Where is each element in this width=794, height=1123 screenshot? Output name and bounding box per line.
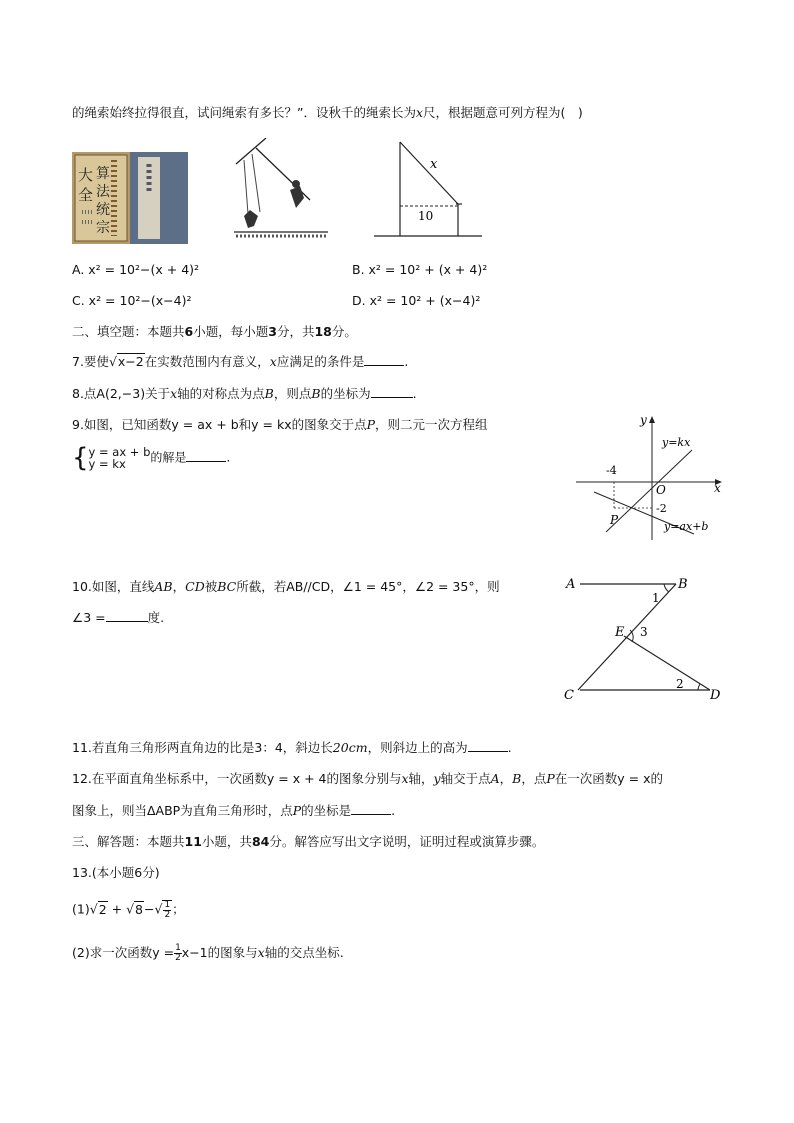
option-b[interactable]: B. x² = 10² + (x + 4)² [352,262,488,277]
angle-label-2: 2 [676,677,684,691]
option-a[interactable]: A. x² = 10²−(x + 4)² [72,262,200,277]
answer-blank-8[interactable] [371,385,413,398]
angle-label-3: 3 [640,625,648,639]
book-cover-image [72,152,188,244]
question-13-part2: (2)求一次函数y = $\frac{1}{2}$ x−1的图象与x轴的交点坐标. [72,943,344,963]
point-label-d: D [710,688,721,703]
tick-label-neg2: -2 [656,502,667,515]
answer-blank-10[interactable] [106,609,148,622]
svg-text:算: 算 [96,166,110,182]
section3-heading: 三、解答题：本题共11小题，共84分。解答应写出文字说明，证明过程或演算步骤。 [72,834,545,849]
question-13-part1: (1)√2 + √8−√ $\frac{1}{2}$ ； [72,900,185,920]
q9-function-graph [576,412,726,542]
book-char: 大 [78,166,94,184]
question-10-line2: ∠3 = 度. [72,610,165,625]
q10-geometry-figure [560,572,730,704]
point-label-e: E [615,625,625,640]
axis-label-y: y [640,413,647,427]
question-9: 9.如图，已知函数y = ax + b和y = kx的图象交于点P，则二元一次方程组 [72,417,488,432]
line-label-axb: y=ax+b [664,520,709,533]
answer-blank-12[interactable] [351,802,391,815]
swing-geometry-diagram [374,140,484,240]
svg-text:统: 统 [96,202,110,218]
point-label-b: B [678,577,688,592]
svg-text:全: 全 [78,186,94,204]
swing-illustration [230,138,330,242]
origin-label: O [656,483,666,497]
section2-heading: 二、填空题：本题共6小题，每小题3分，共18分。 [72,324,357,339]
question-12: 12.在平面直角坐标系中，一次函数y = x + 4的图象分别与x轴，y轴交于点A，B，点P在一次函数y = x的 [72,771,664,786]
option-c[interactable]: C. x² = 10²−(x−4)² [72,293,192,308]
label-x: x [430,157,438,172]
svg-text:法: 法 [96,184,110,200]
answer-blank-11[interactable] [468,739,508,752]
question-13-title: 13.(本小题6分) [72,865,160,880]
point-label-c: C [564,688,574,703]
axis-label-x: x [714,481,721,495]
svg-text:宗: 宗 [96,220,110,236]
tick-label-neg4: -4 [606,464,617,477]
question-7: 7.要使√x−2在实数范围内有意义，x应满足的条件是 . [72,354,409,369]
question-12-line2: 图象上，则当ΔABP为直角三角形时，点P的坐标是 . [72,803,396,818]
question-9-system: { y = ax + b y = kx 的解是 . [72,443,231,473]
angle-label-1: 1 [652,591,660,605]
point-label-p: P [610,513,619,527]
question-11: 11.若直角三角形两直角边的比是3：4，斜边长20cm，则斜边上的高为 . [72,740,512,755]
option-d[interactable]: D. x² = 10² + (x−4)² [352,293,481,308]
answer-blank-7[interactable] [364,353,404,366]
line-label-kx: y=kx [662,436,691,449]
intro-line: 的绳索始终拉得很直，试问绳索有多长？”．设秋千的绳索长为x尺，根据题意可列方程为( ) [72,105,583,120]
question-8: 8.点A(2,−3)关于x轴的对称点为点B，则点B的坐标为 . [72,386,417,401]
point-label-a: A [566,577,576,592]
label-10: 10 [418,209,434,223]
answer-blank-9[interactable] [186,449,226,462]
question-10: 10.如图，直线AB，CD被BC所截，若AB//CD，∠1 = 45°，∠2 = 35°，则 [72,579,500,594]
